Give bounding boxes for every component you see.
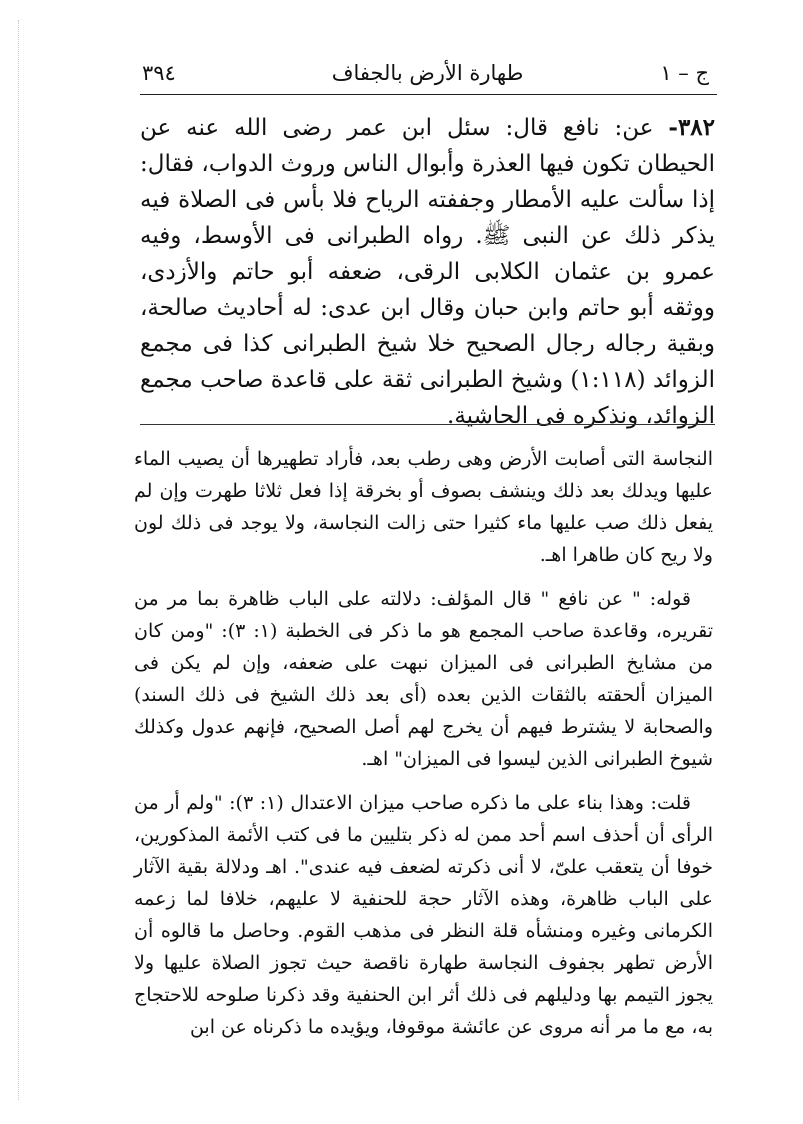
scan-edge-marks: [18, 20, 21, 1100]
header-divider: [140, 94, 717, 95]
hadith-number: ٣٨٢-: [668, 114, 716, 141]
volume-label: ج – ١: [660, 61, 709, 85]
footnote-divider: [140, 424, 715, 425]
commentary-block: [134, 443, 713, 1043]
commentary-paragraph-2: قوله: " عن نافع " قال المؤلف: دلالته على الباب ظاهرة بما مر من تقريره، وقاعدة صاحب المجمع هو ما ذكر فى الخطبة (١: ٣): "ومن كان من مشايخ الطبرانى فى الميزان نبهت على ضعفه، وإن لم يكن فى الميزان ألحقته بالثقات الذين بعده (أى بعد ذلك الشيخ فى ذلك السند) والصحابة لا يشترط فيهم أن يخرج لهم أصل الصحيح، فإنهم عدول وكذلك شيوخ الطبرانى الذين ليسوا فى الميزان" اهـ.: [134, 588, 713, 770]
hadith-paragraph: [140, 110, 715, 434]
page-header: [140, 56, 715, 90]
hadith-text: عن: نافع قال: سئل ابن عمر رضى الله عنه عن الحيطان تكون فيها العذرة وأبوال الناس وروث الدواب، فقال: إذا سألت عليه الأمطار وجففته الرياح فلا بأس فى الصلاة فيه يذكر ذلك عن النبى ﷺ. رواه الطبرانى فى الأوسط، وفيه عمرو بن عثمان الكلابى الرقى، ضعفه أبو حاتم والأزدى، ووثقه أبو حاتم وابن حبان وقال ابن عدى: له أحاديث صالحة، وبقية رجاله رجال الصحيح خلا شيخ الطبرانى كذا فى مجمع الزوائد (١:١١٨) وشيخ الطبرانى ثقة على قاعدة صاحب مجمع الزوائد، ونذكره فى الحاشية.: [140, 115, 716, 429]
hadith-block: [140, 110, 715, 434]
chapter-title: طهارة الأرض بالجفاف: [331, 61, 524, 85]
page-number: ٣٩٤: [142, 61, 176, 85]
commentary-paragraph-3: قلت: وهذا بناء على ما ذكره صاحب ميزان الاعتدال (١: ٣): "ولم أر من الرأى أن أحذف اسم أحد ممن له ذكر بتليين ما فى كتب الأئمة المذكورين، خوفا أن يتعقب علىّ، لا أنى ذكرته لضعف فيه عندى". اهـ ودلالة بقية الآثار على الباب ظاهرة، وهذه الآثار حجة للحنفية لا عليهم، خلافا لما زعمه الكرمانى وغيره ومنشأه قلة النظر فى مذهب القوم. وحاصل ما قالوه أن الأرض تطهر بجفوف النجاسة طهارة ناقصة حيث تجوز الصلاة عليها ولا يجوز التيمم بها ودليلهم فى ذلك أثر ابن الحنفية وقد ذكرنا صلوحه للاحتجاج به، مع ما مر أنه مروى عن عائشة موقوفا، ويؤيده ما ذكرناه عن ابن: [134, 792, 713, 1038]
commentary-paragraph-1: النجاسة التى أصابت الأرض وهى رطب بعد، فأراد تطهيرها أن يصيب الماء عليها ويدلك بعد ذلك وينشف بصوف أو بخرقة إذا فعل ثلاثا طهرت وإن لم يفعل ذلك صب عليها ماء كثيرا حتى زالت النجاسة، ولا يوجد فى ذلك لون ولا ريح كان طاهرا اهـ.: [134, 448, 714, 566]
